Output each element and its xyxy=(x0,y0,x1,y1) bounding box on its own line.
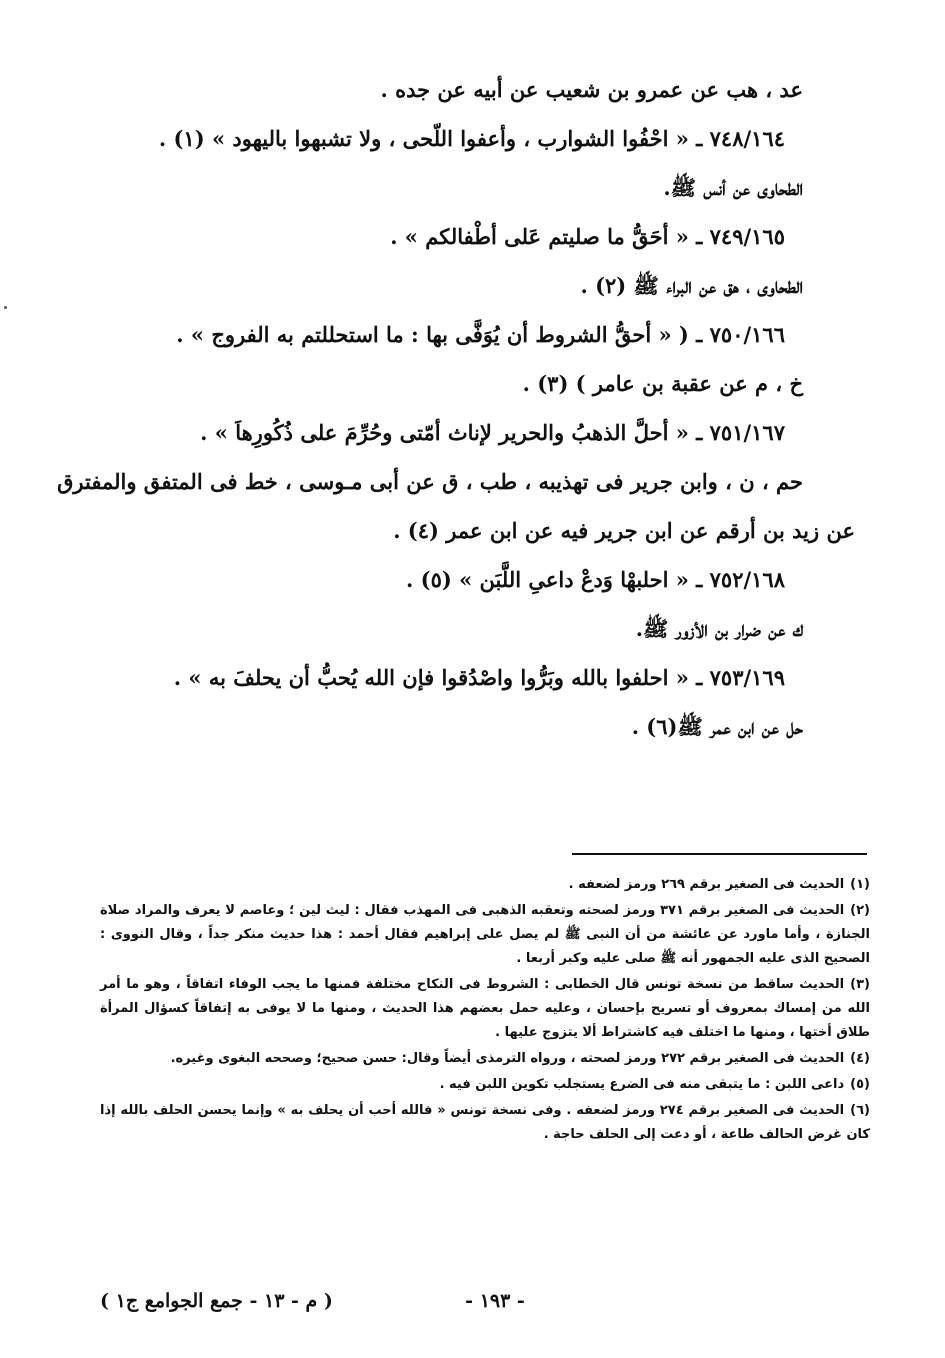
footnote-number: (١) xyxy=(850,877,870,892)
footnote-separator xyxy=(572,853,867,855)
footnote-number: (٢) xyxy=(850,903,870,918)
hadith-line-165: ٧٤٩/١٦٥ ـ « أحَقُّ ما صليتم عَلى أطْفالكم » . xyxy=(390,224,785,249)
footnote-4 xyxy=(100,1047,870,1071)
footnote-text: داعى اللبن : ما يتبقى منه فى الضرع يستجلب تكوين اللبن فيه . xyxy=(439,1077,845,1092)
source-line: الطحاوى عن أنس ﷺ. xyxy=(663,175,803,200)
footnote-text: الحديث ساقط من نسخة تونس قال الخطابى : الشروط فى النكاح مختلفة فمنها ما يجب الوفاء اتفاقاً ، وهو ما أمر الله من إمساك بمعروف أو تسريح بإحسان ، وعليه حمل بعضهم هذا الحديث ، ومنها ما لا يوفى به إتفاقاً كسؤال المرأة طلاق أختها ، ومنها ما اختلف فيه كاشتراط ألا يتزوج عليها . xyxy=(100,977,870,1040)
footnote-1 xyxy=(100,873,870,897)
footnote-3 xyxy=(100,973,870,1045)
footnote-text: الحديث فى الصغير برقم ٢٧٢ ورمز لصحته ، ورواه الترمذى أيضاً وقال: حسن صحيح؛ وصححه البغوى وغيره. xyxy=(170,1051,845,1066)
footnote-text: الحديث فى الصغير برقم ٢٦٩ ورمز لضعفه . xyxy=(568,877,845,892)
footnote-text: الحديث فى الصغير برقم ٢٧٤ ورمز لضعفه . وفى نسخة تونس « فالله أحب أن يحلف به » وإنما يحسن الحلف بالله إذا كان غرض الحالف طاعة ، أو دعت إلى الحلف حاجة . xyxy=(100,1103,870,1142)
hadith-line-164: ٧٤٨/١٦٤ ـ « احْفُوا الشوارب ، وأعفوا اللّحى ، ولا تشبهوا باليهود » (١) . xyxy=(158,126,785,151)
page-footer xyxy=(60,1290,860,1320)
scan-speck xyxy=(4,306,7,309)
footnote-number: (٤) xyxy=(850,1051,870,1066)
source-line: حم ، ن ، وابن جرير فى تهذيبه ، طب ، ق عن أبى مـوسى ، خط فى المتفق والمفترق xyxy=(57,469,803,494)
footnote-number: (٥) xyxy=(850,1077,870,1092)
footnotes-block xyxy=(100,873,870,1149)
source-line: ك عن ضرار بن الأزور ﷺ. xyxy=(635,616,803,641)
signature-mark: ( م - ١٣ - جمع الجوامع ج١ ) xyxy=(100,1290,333,1312)
footnote-text: الحديث فى الصغير برقم ٣٧١ ورمز لصحته وتعقبه الذهبى فى المهذب فقال : ليث لين ؛ وعاصم لا يعرف والمراد صلاة الجنازة ، وأما ماورد عن عائشة من أن النبى ﷺ لم يصل على إبراهيم فقال أحمد : هذا حديث منكر جداً ، وقال النووى : الصحيح الذى عليه الجمهور أنه ﷺ صلى عليه وكبر أربعا . xyxy=(100,903,870,966)
source-line: عد ، هب عن عمرو بن شعيب عن أبيه عن جده . xyxy=(380,77,803,102)
footnote-5 xyxy=(100,1073,870,1097)
source-line: خ ، م عن عقبة بن عامر ) (٣) . xyxy=(522,371,803,396)
source-line: حل عن ابن عمر ﷺ(٦) . xyxy=(631,714,803,739)
footnote-number: (٦) xyxy=(850,1103,870,1118)
hadith-line-166: ٧٥٠/١٦٦ ـ ( « أحقُّ الشروط أن يُوَفَّى بها : ما استحللتم به الفروج » . xyxy=(176,322,785,347)
source-line: الطحاوى ، هق عن البراء ﷺ (٢) . xyxy=(580,273,803,298)
hadith-text-block xyxy=(57,77,865,764)
source-line-continued: عن زيد بن أرقم عن ابن جرير فيه عن ابن عمر (٤) . xyxy=(393,518,855,543)
hadith-line-168: ٧٥٢/١٦٨ ـ « احلبهْا وَدعْ داعىِ اللَّبَن » (٥) . xyxy=(406,567,785,592)
page-number: - ١٩٣ - xyxy=(465,1290,525,1312)
footnote-6 xyxy=(100,1099,870,1147)
footnote-2 xyxy=(100,899,870,971)
hadith-line-167: ٧٥١/١٦٧ ـ « أحلَّ الذهبُ والحرير لإناث أمّتى وحُرِّمَ على ذُكُورِهاَ » . xyxy=(200,420,785,445)
hadith-line-169: ٧٥٣/١٦٩ ـ « احلفوا بالله وبَرُّوا واصْدُقوا فإن الله يُحبُّ أن يحلفَ به » . xyxy=(173,665,785,690)
footnote-number: (٣) xyxy=(850,977,870,992)
